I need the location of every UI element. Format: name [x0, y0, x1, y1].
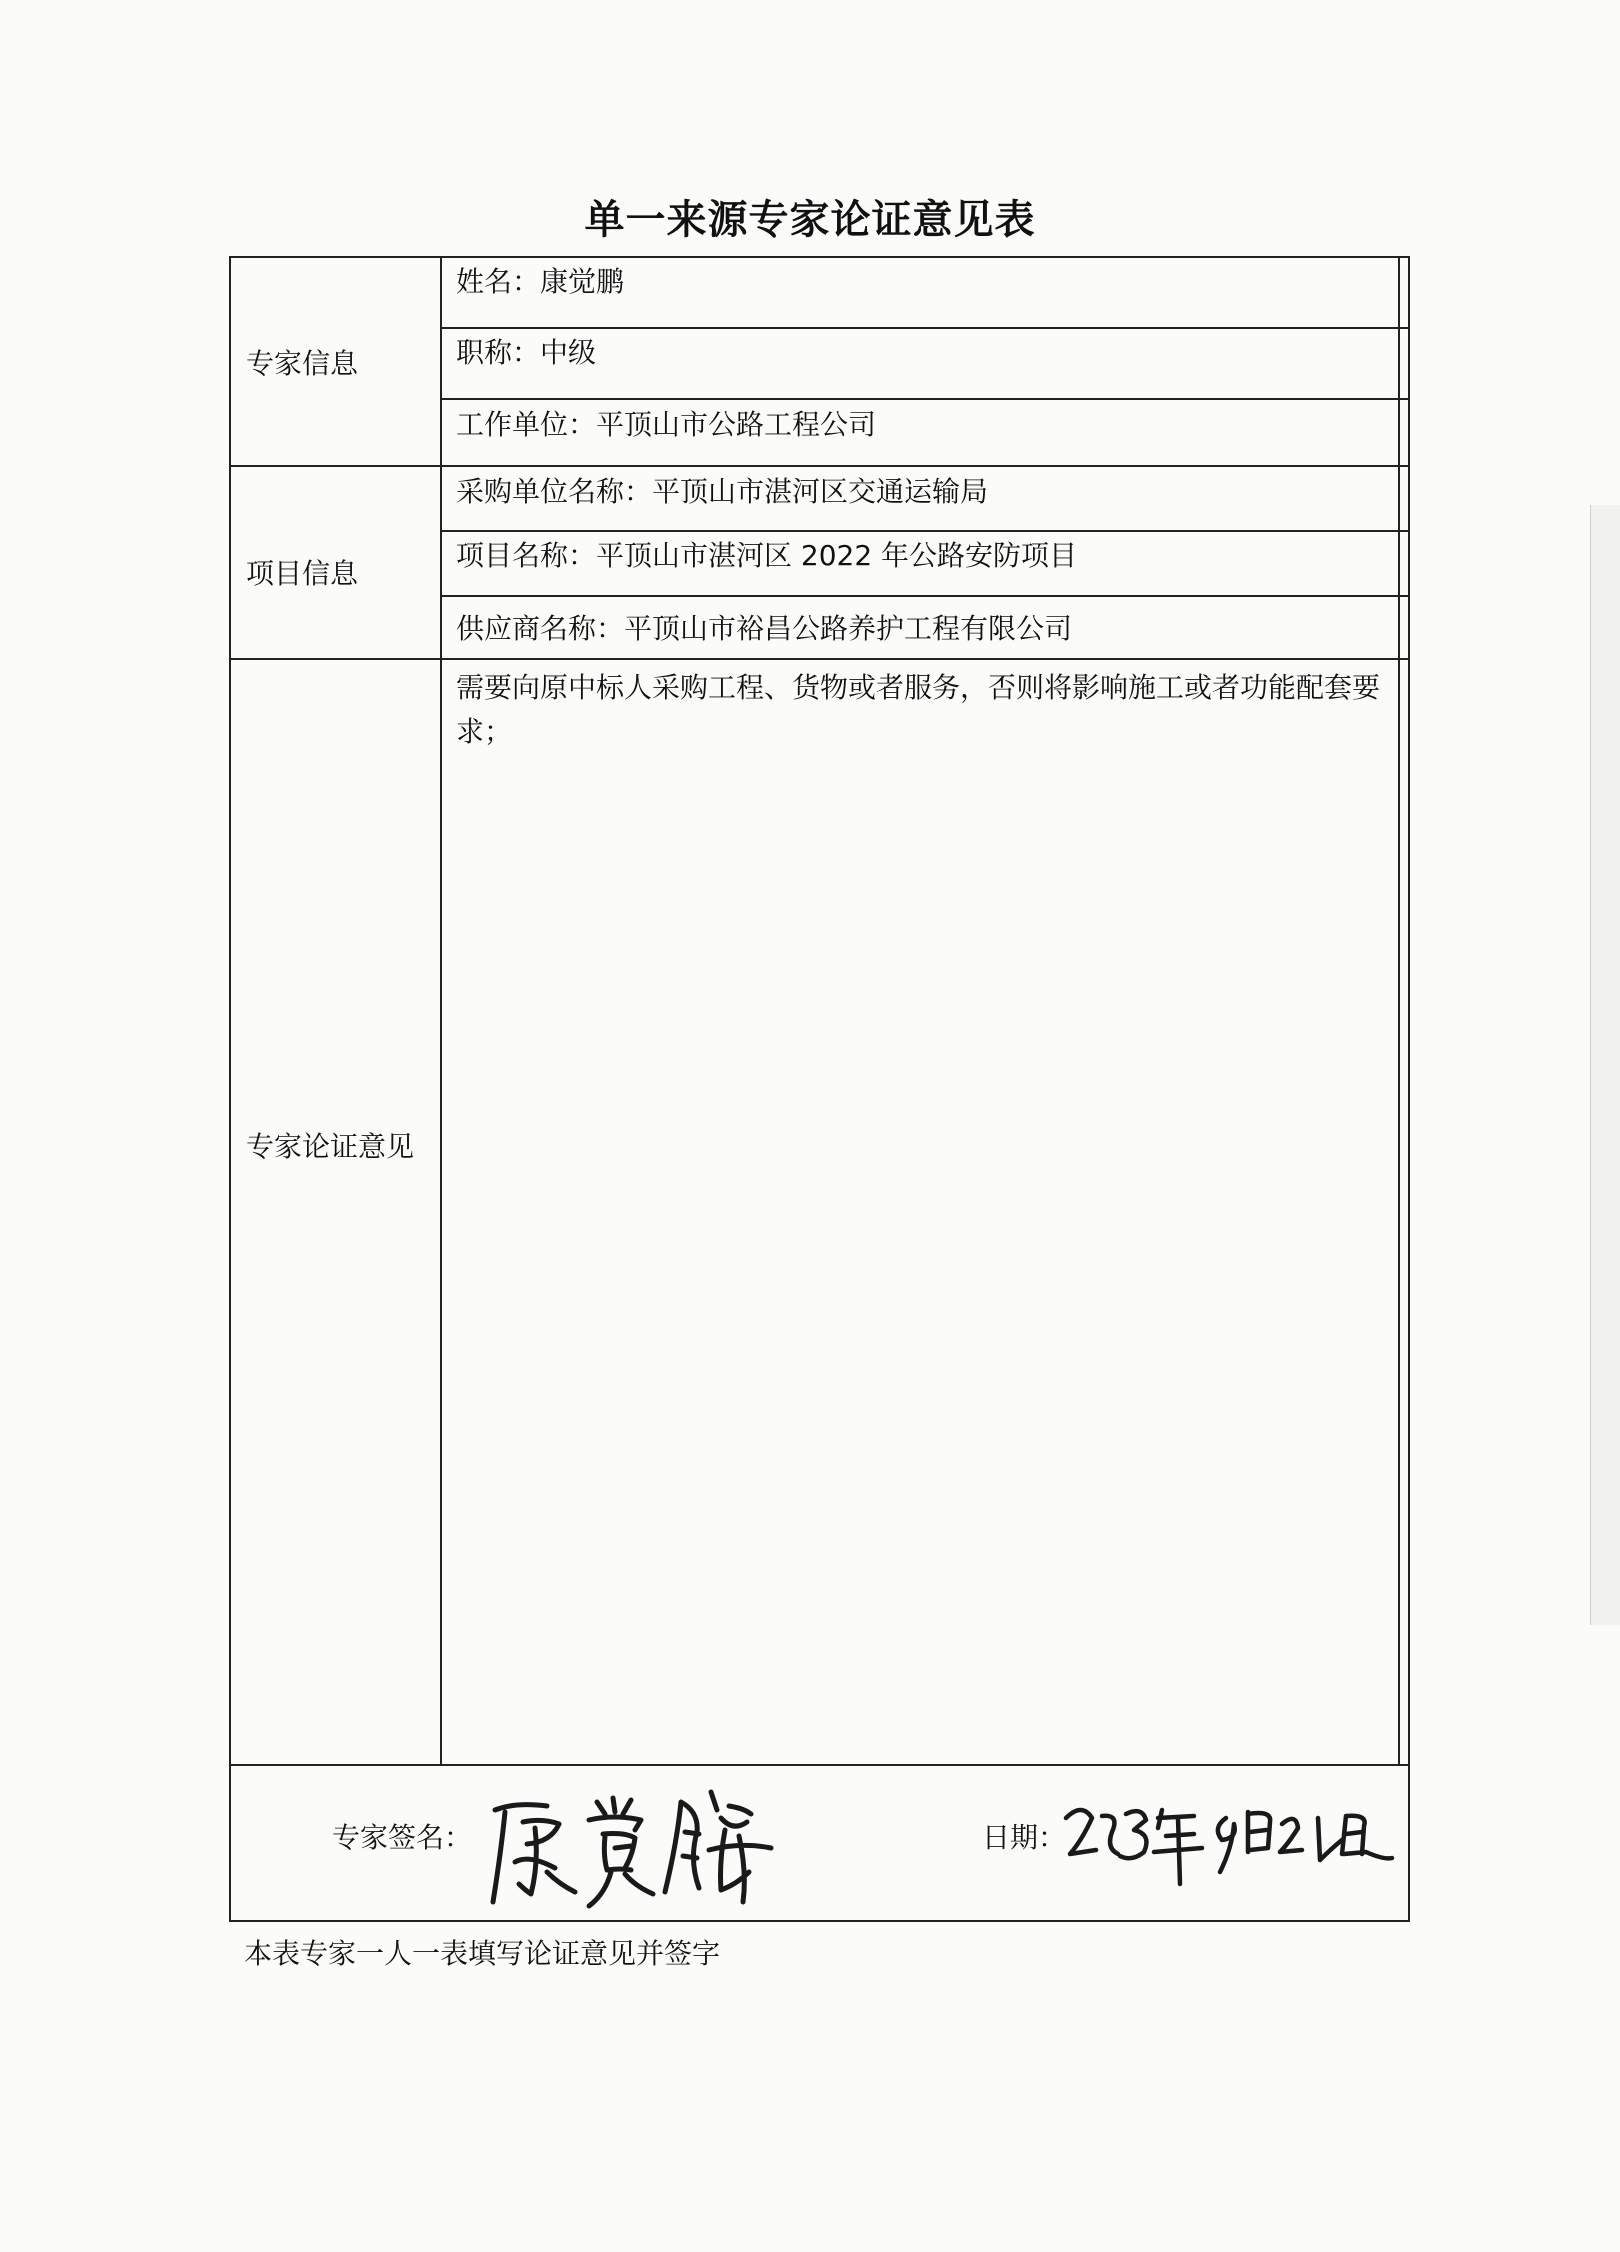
purchaser-field: 采购单位名称：平顶山市湛河区交通运输局	[456, 475, 989, 508]
project-name-field: 项目名称：平顶山市湛河区 2022 年公路安防项目	[456, 539, 1078, 572]
label-column-divider	[440, 256, 442, 1766]
row-divider	[440, 530, 1410, 532]
opinion-label: 专家论证意见	[246, 1130, 415, 1163]
row-divider	[440, 595, 1410, 597]
row-divider	[440, 327, 1410, 329]
expert-name-field: 姓名：康觉鹏	[456, 265, 625, 298]
date-label: 日期：	[982, 1821, 1067, 1854]
supplier-field: 供应商名称：平顶山市裕昌公路养护工程有限公司	[456, 612, 1073, 645]
adjacent-page-edge	[1590, 505, 1620, 1625]
opinion-text: 需要向原中标人采购工程、货物或者服务，否则将影响施工或者功能配套要求；	[456, 671, 1381, 748]
document-title: 单一来源专家论证意见表	[584, 197, 1036, 243]
section-divider	[229, 465, 1410, 467]
section-divider	[229, 658, 1410, 660]
expert-title-field: 职称：中级	[456, 336, 597, 369]
footer-note: 本表专家一人一表填写论证意见并签字	[244, 1937, 721, 1970]
signature-label: 专家签名：	[332, 1821, 473, 1854]
handwritten-signature	[485, 1772, 785, 1912]
value-column-right-border	[1398, 256, 1400, 1766]
expert-info-label: 专家信息	[246, 347, 359, 380]
handwritten-date	[1062, 1788, 1402, 1898]
project-info-label: 项目信息	[246, 557, 359, 590]
expert-work-unit-field: 工作单位：平顶山市公路工程公司	[456, 408, 877, 441]
row-divider	[440, 398, 1410, 400]
